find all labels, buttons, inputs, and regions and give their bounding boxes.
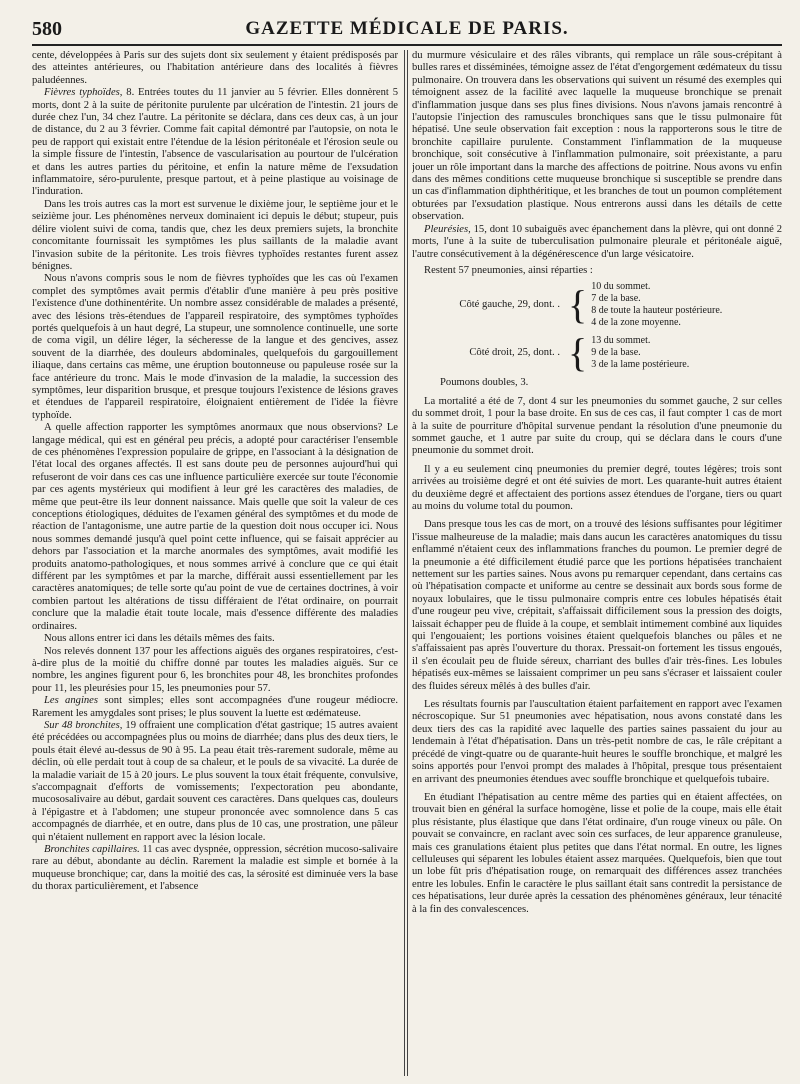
paragraph [412,224,782,261]
running-title: GAZETTE MÉDICALE DE PARIS. [245,18,569,39]
paragraph: Nous n'avons compris sous le nom de fièvres typhoïdes que les cas où l'examen complet des symptômes avait permis d'établir d'une manière à peu près positive l'existence d'une dothinentérite. Un nombre assez considérable de malades a présenté, avec des lésions très-étendues de l'appareil respiratoire, des symptômes typhoïdes portés quelquefois à un haut degré, La stupeur, une somnolence continuelle, une sorte de coma vigil, un délire léger, la sécheresse de la langue et des gencives, assez souvent de la diarrhée, des douleurs abdominales, quelquefois du gargouillement iliaque, dans certains cas même, une éruption boutonneuse ou papuleuse rosée sur la face antérieure du tronc. Mais le mode d'invasion de la maladie, la succession des symptômes, leur disparition brusque, et presque toujours l'existence de lésions graves et étendues de l'appareil respiratoire, éloignaient entièrement de l'idée la fièvre typhoïde. [32,273,398,421]
page-header [32,14,782,46]
paragraph: A quelle affection rapporter les symptômes anormaux que nous observions? Le langage médical, qui est en général peu précis, a adopté pour caractériser l'ensemble de ces phénomènes l'expression populaire de grippe, en l'associant à la désignation de l'état local des organes affectés. Il est sans doute peu de personnes aujourd'hui qui refuseront de voir dans ces cas une influence particulière exercée sur toute l'économie par ces agents mystérieux qui modifient à leur gré les caractères des maladies, de même que peut-être ils leur donnent naissance. Mais quelle que soit la valeur de ces conceptions étiologiques, déduites de l'examen général des symptômes et du mode de réaction de l'antagonisme, une autre partie de la question doit nous occuper ici. Nous nous sommes demandé jusqu'à quel point cette influence, qui se faisait apprécier au dehors par l'association et la marche anormales des symptômes, avait modifié les produits anatomo-pathologiques, et nous sommes arrivé à conclure que ce qui était différent par les symptômes et par la marche, différait aussi essentiellement par les caractères anatomiques; de telle sorte qu'au point de vue de certaines doctrines, à voir combien partout les altérations de tissu différaient de l'état ordinaire, on pourrait conclure que la maladie était toute locale, mais d'essence différente des maladies ordinaires. [32,422,398,632]
paragraph: La mortalité a été de 7, dont 4 sur les pneumonies du sommet gauche, 2 sur celles du sommet droit, 1 pour la base droite. En sus de ces cas, il faut compter 1 cas de mort à la suite de pourriture d'hôpital survenue pendant la résolution d'une pneumonie du sommet gauche, et 1 autre par suite du croup, qui se déclara dans le cours d'une pneumonie du sommet droit. [412,395,782,457]
list-item: 3 de la lame postérieure. [591,359,690,371]
list-item: 13 du sommet. [591,335,651,347]
brace-glyph: { [568,282,588,328]
paragraph [32,87,398,199]
paragraph: En étudiant l'hépatisation au centre même des parties qui en étaient affectées, on trouvait bien en général la surface homogène, lisse et polie de la coupe, mais elle était plus résistante, plus élastique que dans l'état ordinaire, d'un rouge vineux ou pâle. On pouvait se convaincre, en raclant avec soin ces surfaces, de leur apparence granuleuse, mais ces granulations étaient plus petites que dans l'état normal. En outre, les lignes celluleuses qui séparent les lobules étaient assez marquées. Quelquefois, bien que tout un lobe fût pris d'hépatisation rouge, on remarquait des différences assez tranchées entre les lobules. Enfin le caractère le plus saillant était sans contredit la persistance de ces hépatisations, leur durée après la cessation des phénomènes généraux, leur ténacité à la fin des convalescences. [412,791,782,915]
section-heading: Bronchites capillaires. [44,844,140,855]
double-pneumonia-note: Poumons doubles, 3. [440,377,529,389]
column-rule-double [407,50,408,1076]
paragraph: Nos relevés donnent 137 pour les affections aiguës des organes respiratoires, c'est-à-dire plus de la moitié du chiffre donné par toutes les maladies aiguës. Sur ce nombre, les angines figurent pour 6, les bronchites pour 48, les bronchites profondes pour 11, les pleurésies pour 15, les pneumonies pour 57. [32,645,398,694]
paragraph-text: sont simples; elles sont accompagnées d'une rougeur médiocre. Rarement les amygdales sont prises; le plus souvent la luette est œdémateuse. [32,695,398,719]
paragraph [32,695,398,720]
paragraph-text: 11 cas avec dyspnée, oppression, sécrétion mucoso-salivaire rare au début, abondante au déclin. Rarement la maladie est simple et bornée à la muqueuse bronchique; car, dans la moitié des cas, la sérosité est diminuée vers la base du thorax particulièrement, et l'absence [32,844,398,893]
column-rule [404,50,405,1076]
list-item: 10 du sommet. [591,281,651,293]
left-column [32,50,398,1078]
paragraph [32,844,398,894]
list-item: 4 de la zone moyenne. [591,317,681,329]
paragraph: Nous allons entrer ici dans les détails mêmes des faits. [44,633,275,645]
group-list [591,335,689,371]
paragraph: Restent 57 pneumonies, ainsi réparties : [424,264,593,276]
paragraph-text: 8. Entrées toutes du 11 janvier au 5 février. Elles donnèrent 5 morts, dont 2 à la suite de péritonite purulente par ulcération de l'intestin. 21 jours de durée chez l'un, 34 chez l'autre. La péritonite se déclara, dans ces deux cas, à un jour de distance, du 2 au 3 février. Comme fait capital démontré par l'autopsie, on nota le peu de rapport qui existait entre l'étendue de la lésion péritonéale et l'érosion seule ou la simple fissure de l'intestin, l'absence de vascularisation au pourtour de l'ulcération et dans les autres parties du péritoine, et enfin la nature même de l'exsudation inflammatoire, séro-purulente, presque partout, et à peine plastique au voisinage de l'induration. [32,87,398,198]
section-heading: Sur 48 bronchites, [44,719,123,731]
right-column [412,50,782,1078]
section-heading: Fièvres typhoïdes, [44,87,123,99]
group-list [591,281,722,329]
paragraph: Dans les trois autres cas la mort est survenue le dixième jour, le septième jour et le seizième jour. Les phénomènes nerveux dominaient ici depuis le début; stupeur, puis délire violent suivi de coma, tandis que, chez les deux premiers sujets, la bronchite concomitante fournissait les symptômes les plus saillants de la maladie avant l'invasion subite de la péritonite. Les trois fièvres typhoïdes restantes furent assez bénignes. [32,198,398,272]
pneumonia-right-group [412,330,782,376]
paragraph: Les résultats fournis par l'auscultation étaient parfaitement en rapport avec l'examen nécroscopique. Sur 51 pneumonies avec hépatisation, nous avons constaté dans les deux tiers des cas la rapidité avec laquelle des parties saines passaient du jour au lendemain à l'état d'hépatisation. Dans un très-petit nombre de cas, le râle crépitant a précédé de vingt-quatre ou de quarante-huit heures le souffle bronchique, et malgré les soins apportés pour l'envoi prompt des malades à l'hôpital, presque tous présentaient en arrivant des pneumonies étendues avec souffle bronchique et quelquefois tubaire. [412,699,782,785]
paragraph-text: 15, dont 10 subaiguës avec épanchement dans la plèvre, qui ont donné 2 morts, l'une à la suite de tuberculisation pulmonaire pleurale et péritonéale aiguë, l'autre consécutivement à la dégénérescence d'un large vésicatoire. [412,223,782,260]
group-label: Côté droit, 25, dont. . [469,347,560,359]
paragraph: Dans presque tous les cas de mort, on a trouvé des lésions suffisantes pour légitimer l'issue malheureuse de la maladie; mais dans aucun les caractères anatomiques du tissu enflammé n'étaient ceux des inflammations franches du poumon. Le premier degré de la pneumonie a été difficilement étudié parce que les portions hépatisées tranchaient nettement sur les parties saines. Nous avons pu remarquer cependant, dans certains cas où l'hépatisation compacte et uniforme au centre se dessinait aux bords sous forme de noyaux lobulaires, que le tissu pulmonaire compris entre ces lobules hépatisés était d'une rougeur peu vive, crépitait, s'affaissait difficilement sous la pression des doigts, laissait échapper peu de fluide à la coupe, et semblait intimement combiné aux liquides qui l'engouaient; les portions voisines étaient quelquefois blanches ou pâles et ne s'affaissaient pas après l'ouverture du thorax. Pressait-on fortement les tissus engoués, il s'en écoulait peu de fluide séreux, charriant des bulles d'air très-fines. Les lobules hépatisés eux-mêmes se laissaient comprimer un peu sans s'écraser et laissaient couler des fluides séreux mêlés à des bulles d'air. [412,519,782,692]
paragraph: cente, développées à Paris sur des sujets dont six seulement y étaient prédisposés par des atteintes antérieures, ou l'habitation antérieure dans des localités à fièvres paludéennes. [32,50,398,86]
paragraph: du murmure vésiculaire et des râles vibrants, qui remplace un râle sous-crépitant à bulles rares et disséminées, témoigne assez de l'état d'engorgement œdémateux du tissu pulmonaire. On trouvera dans les observations qui suivent un résumé des exemples qui témoignent assez de la facilité avec laquelle la muqueuse bronchique se prenait d'inflammation jusque dans ses plus fines divisions. Nous n'avons jamais rencontré à l'autopsie l'injection des ramuscules bronchiques sans que le tissu pulmonaire fût hépatisé. Une seule observation fait exception : nous la rapporterons sous le titre de bronchite capillaire purulente. Constamment l'inflammation de la muqueuse bronchique, soit consécutive à l'inflammation pulmonaire, soit préexistante, a paru jouer un rôle important dans la marche des affections de poitrine. Nous avons vu enfin dans des mêmes conditions cette muqueuse bronchique si susceptible se prendre dans un cas d'inflammation diphthéritique, et les branches de tout un poumon complétement obturées par l'exsudation plastique. Nous entrerons aussi dans les détails de cette observation. [412,50,782,223]
paragraph: Il y a eu seulement cinq pneumonies du premier degré, toutes légères; trois sont arrivées au troisième degré et ont été suivies de mort. Les quarante-huit autres étaient du deuxième degré et affectaient des portions assez étendues de l'organe, tiers ou quart au moins du volume total du poumon. [412,463,782,512]
list-item: 7 de la base. [591,293,641,305]
section-heading: Les angines [44,695,99,707]
list-item: 9 de la base. [591,347,641,359]
paragraph-text: 19 offraient une complication d'état gastrique; 15 autres avaient été précédées ou accompagnées plus ou moins de diarrhée; dans plus des deux tiers, le pouls était élevé au-dessus de 90 à 95. La peau était très-rarement sudorale, même au déclin, où elle perdait tout à coup de sa chaleur, et le pouls de sa vivacité. La durée de la maladie variait de 15 à 20 jours. Le plus souvent la toux était fréquente, convulsive, s'accompagnait d'efforts de vomissements; l'expectoration peu abondante, mucososalivaire au début, gardait souvent ces caractères. Dans quelques cas, douleurs à l'épigastre et à l'abdomen; une stupeur prononcée avec somnolence dans 5 cas accompagnés de diarrhée, et en outre, dans plus de 10 cas, une prostration, une pâleur qui n'étaient nullement en rapport avec la lésion locale. [32,719,398,843]
section-heading: Pleurésies, [424,223,471,235]
paragraph [32,720,398,844]
pneumonia-left-group [412,281,782,329]
group-label: Côté gauche, 29, dont. . [459,299,560,311]
page-number: 580 [32,18,62,40]
brace-glyph: { [568,330,588,376]
list-item: 8 de toute la hauteur postérieure. [591,305,723,317]
